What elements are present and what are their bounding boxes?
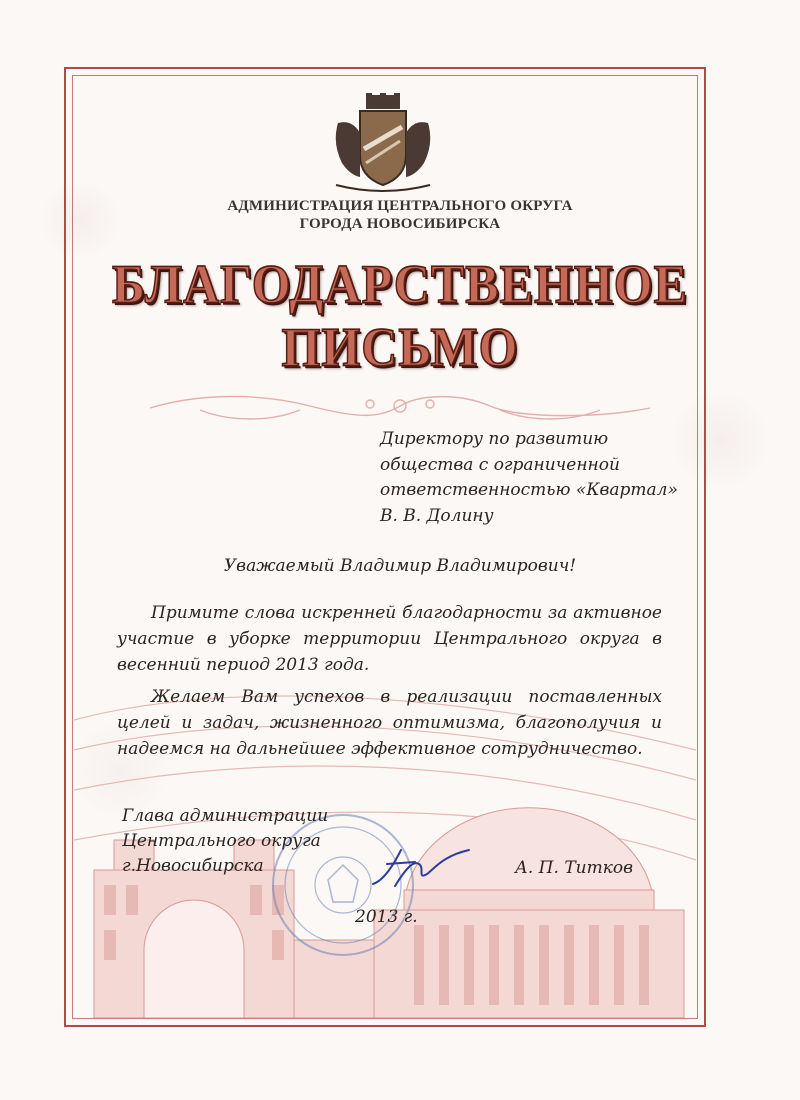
body-paragraph-2 [117,684,662,762]
body-paragraph-2-text: Желаем Вам успехов в реализации поставленных целей и задач, жизненного оптимизма, благополучия и надеемся на дальнейшее эффективное сотрудничество. [117,687,662,759]
signature-year: 2013 г. [355,907,418,927]
signatory-position-line: г.Новосибирска [122,856,264,876]
recipient-line: В. В. Долину [380,505,494,526]
document-title-line-1: БЛАГОДАРСТВЕННОЕ [112,253,688,315]
flourish-ornament [140,388,660,424]
signatory-position-line: Глава администрации [122,806,329,826]
document-title-line-2: ПИСЬМО [281,316,519,378]
signatory-name: А. П. Титков [515,858,634,878]
recipient-line: Директору по развитию [380,429,609,449]
handwritten-signature-icon [365,840,475,900]
body-paragraph-1-text: Примите слова искренней благодарности за активное участие в уборке территории Центрального округа в весенний период 2013 года. [117,603,662,675]
novosibirsk-coat-of-arms-icon [330,93,436,193]
signatory-position [122,804,328,879]
administration-title-line-2: ГОРОДА НОВОСИБИРСКА [299,216,501,232]
recipient-line: общества с ограниченной [380,454,620,475]
recipient-block [380,427,700,529]
signatory-position-line: Центрального округа [122,831,321,851]
recipient-line: ответственностью «Квартал» [380,480,678,500]
administration-title-line-1: АДМИНИСТРАЦИЯ ЦЕНТРАЛЬНОГО ОКРУГА [227,198,573,214]
greeting: Уважаемый Владимир Владимирович! [223,556,577,576]
body-paragraph-1 [117,600,662,678]
